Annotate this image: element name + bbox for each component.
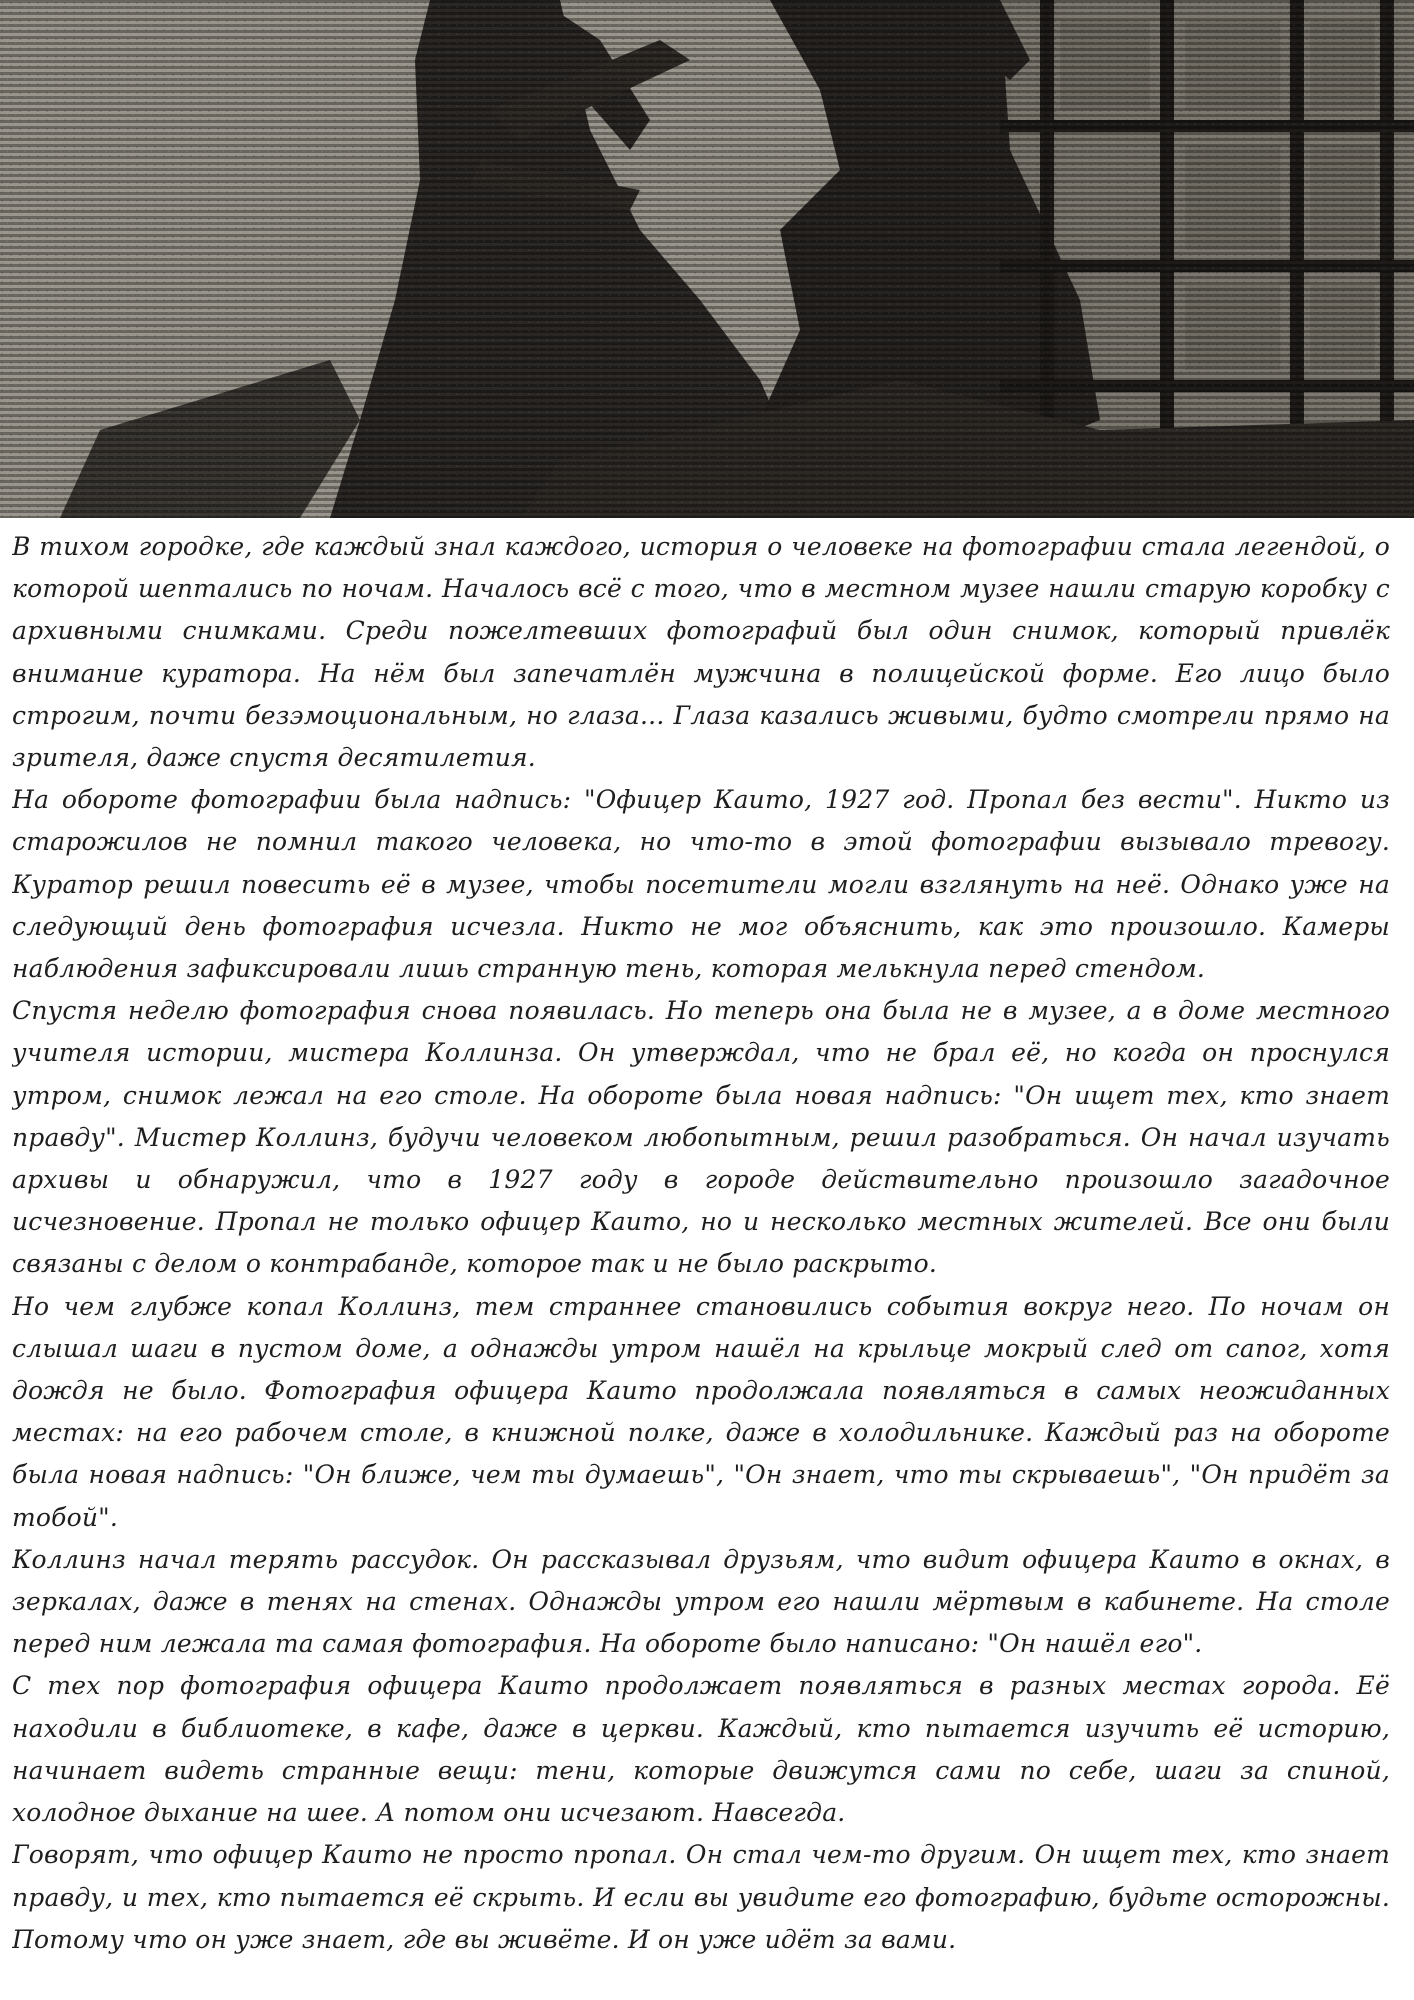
story-paragraph-6: С тех пор фотография офицера Каито продолжает появляться в разных местах города. Её находили в библиотеке, в кафе, даже в церкви. Каждый, кто пытается изучить её историю, начинает видеть странные вещи: тени, которые движутся сами по себе, шаги за спиной, холодное дыхание на шее. А потом они исчезают. Навсегда. (12, 1671, 1390, 1828)
story-paragraph-3: Спустя неделю фотография снова появилась. Но теперь она была не в музее, а в доме местного учителя истории, мистера Коллинза. Он утверждал, что не брал её, но когда он проснулся утром, снимок лежал на его столе. На обороте была новая надпись: "Он ищет тех, кто знает правду". Мистер Коллинз, будучи человеком любопытным, решил разобраться. Он начал изучать архивы и обнаружил, что в 1927 году в городе действительно произошло загадочное исчезновение. Пропал не только офицер Каито, но и несколько местных жителей. Все они были связаны с делом о контрабанде, которое так и не было раскрыто. (12, 996, 1390, 1279)
header-photo (0, 0, 1414, 518)
story-paragraph-7: Говорят, что офицер Каито не просто пропал. Он стал чем-то другим. Он ищет тех, кто знает правду, и тех, кто пытается её скрыть. И если вы увидите его фотографию, будьте осторожны. Потому что он уже знает, где вы живёте. И он уже идёт за вами. (12, 1840, 1390, 1954)
archival-photo-silhouette (0, 0, 1414, 518)
story-paragraph-4: Но чем глубже копал Коллинз, тем страннее становились события вокруг него. По ночам он слышал шаги в пустом доме, а однажды утром нашёл на крыльце мокрый след от сапог, хотя дождя не было. Фотография офицера Каито продолжала появляться в самых неожиданных местах: на его рабочем столе, в книжной полке, даже в холодильнике. Каждый раз на обороте была новая надпись: "Он ближе, чем ты думаешь", "Он знает, что ты скрываешь", "Он придёт за тобой". (12, 1291, 1390, 1532)
story-text (12, 526, 1390, 1992)
story-paragraph-5: Коллинз начал терять рассудок. Он рассказывал друзьям, что видит офицера Каито в окнах, в зеркалах, даже в тенях на стенах. Однажды утром его нашли мёртвым в кабинете. На столе перед ним лежала та самая фотография. На обороте было написано: "Он нашёл его". (12, 1544, 1390, 1659)
story-paragraph-2: На обороте фотографии была надпись: "Офицер Каито, 1927 год. Пропал без вести". Никто из старожилов не помнил такого человека, но что-то в этой фотографии вызывало тревогу. Куратор решил повесить её в музее, чтобы посетители могли взглянуть на неё. Однако уже на следующий день фотография исчезла. Никто не мог объяснить, как это произошло. Камеры наблюдения зафиксировали лишь странную тень, которая мелькнула перед стендом. (12, 785, 1390, 984)
story-paragraph-1: В тихом городке, где каждый знал каждого, история о человеке на фотографии стала легендой, о которой шептались по ночам. Началось всё с того, что в местном музее нашли старую коробку с архивными снимками. Среди пожелтевших фотографий был один снимок, который привлёк внимание куратора. На нём был запечатлён мужчина в полицейской форме. Его лицо было строгим, почти безэмоциональным, но глаза... Глаза казались живыми, будто смотрели прямо на зрителя, даже спустя десятилетия. (12, 532, 1390, 773)
